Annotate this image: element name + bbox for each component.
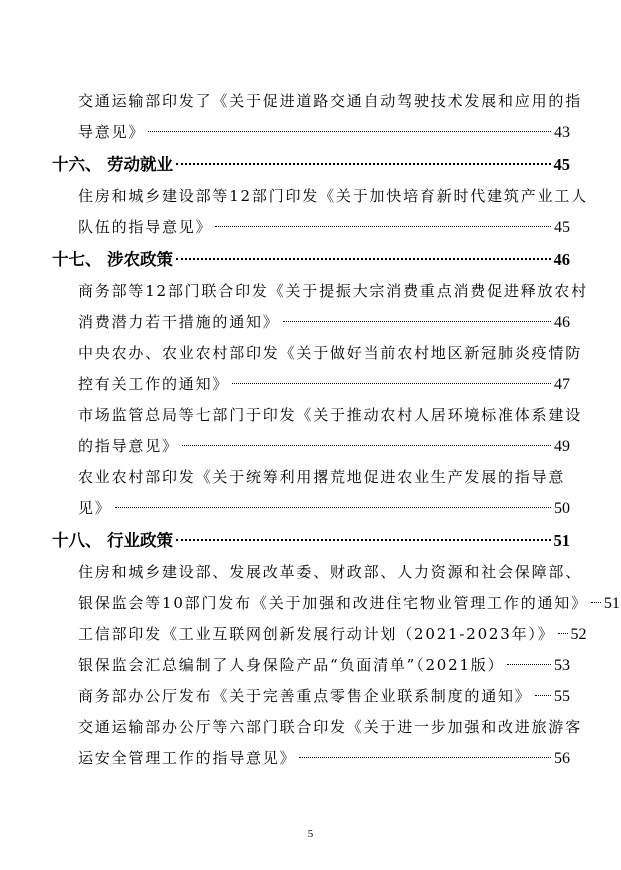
entry-title-text: 市场监管总局等七部门于印发《关于推动农村人居环境标准体系建设 <box>78 406 583 424</box>
dot-leader <box>115 507 551 508</box>
section-number: 十六、 <box>52 155 102 174</box>
toc-entry-line <box>78 369 570 400</box>
entry-title-text: 交通运输部印发了《关于促进道路交通自动驾驶技术发展和应用的指 <box>78 92 583 110</box>
entry-title-text: 工信部印发《工业互联网创新发展行动计划（2021-2023年）》 <box>78 625 555 643</box>
toc-section-heading[interactable] <box>52 148 570 181</box>
toc-entry[interactable] <box>52 650 570 681</box>
entry-page-number: 55 <box>554 688 570 705</box>
toc-entry-line <box>78 338 583 369</box>
table-of-contents <box>52 86 620 774</box>
entry-title-text: 住房和城乡建设部等12部门印发《关于加快培育新时代建筑产业工人 <box>78 187 588 205</box>
toc-entry-line <box>78 619 587 650</box>
toc-entry-line <box>78 400 583 431</box>
entry-title-text: 住房和城乡建设部、发展改革委、财政部、人力资源和社会保障部、 <box>78 563 583 581</box>
toc-section-heading[interactable] <box>52 243 570 276</box>
section-page-number: 51 <box>553 531 570 550</box>
toc-entry[interactable] <box>52 400 583 462</box>
toc-entry-line <box>78 181 588 212</box>
entry-title-text: 交通运输部办公厅等六部门联合印发《关于进一步加强和改进旅游客 <box>78 718 583 736</box>
entry-title-text: 中央农办、农业农村部印发《关于做好当前农村地区新冠肺炎疫情防 <box>78 344 583 362</box>
toc-entry-line <box>78 117 570 148</box>
toc-entry[interactable] <box>52 619 587 650</box>
dot-leader <box>232 383 551 384</box>
entry-title-text: 见》 <box>78 499 112 517</box>
entry-page-number: 50 <box>554 500 570 517</box>
dot-leader <box>148 131 551 132</box>
section-title: 劳动就业 <box>107 155 173 174</box>
entry-page-number: 56 <box>554 750 570 767</box>
toc-entry[interactable] <box>52 557 620 619</box>
dot-leader <box>176 258 551 260</box>
entry-title-text: 商务部办公厅发布《关于完善重点零售企业联系制度的通知》 <box>78 687 532 705</box>
entry-page-number: 43 <box>554 124 570 141</box>
entry-page-number: 52 <box>570 626 587 643</box>
toc-entry[interactable] <box>52 86 583 148</box>
dot-leader <box>215 226 551 227</box>
entry-title-text: 导意见》 <box>78 123 146 141</box>
entry-title-text: 农业农村部印发《关于统筹利用撂荒地促进农业生产发展的指导意 <box>78 468 566 486</box>
toc-entry-line <box>78 743 570 774</box>
toc-entry[interactable] <box>52 181 588 243</box>
section-page-number: 46 <box>553 250 570 269</box>
entry-page-number: 45 <box>554 219 570 236</box>
section-title: 行业政策 <box>107 531 173 550</box>
dot-leader <box>176 163 551 165</box>
toc-section-heading[interactable] <box>52 524 570 557</box>
toc-entry-line <box>78 712 583 743</box>
entry-page-number: 49 <box>554 438 570 455</box>
toc-entry[interactable] <box>52 681 570 712</box>
toc-entry-line <box>78 276 588 307</box>
toc-entry-line <box>78 212 570 243</box>
toc-entry-line <box>78 650 570 681</box>
dot-leader <box>535 695 551 696</box>
toc-entry-line <box>78 307 570 338</box>
toc-entry-line <box>78 431 570 462</box>
dot-leader <box>283 321 551 322</box>
section-number: 十七、 <box>52 250 102 269</box>
toc-entry[interactable] <box>52 462 570 524</box>
entry-page-number: 51 <box>603 595 620 612</box>
toc-entry[interactable] <box>52 276 588 338</box>
section-title: 涉农政策 <box>107 250 173 269</box>
entry-title-text: 银保监会汇总编制了人身保险产品“负面清单”（2021版） <box>78 656 505 674</box>
entry-page-number: 47 <box>554 376 570 393</box>
entry-title-text: 队伍的指导意见》 <box>78 218 213 236</box>
entry-title-text: 消费潜力若干措施的通知》 <box>78 313 280 331</box>
toc-entry-line <box>78 86 583 117</box>
dot-leader <box>176 539 551 541</box>
dot-leader <box>507 664 551 665</box>
toc-entry-line <box>78 462 570 493</box>
entry-title-text: 商务部等12部门联合印发《关于提振大宗消费重点消费促进释放农村 <box>78 282 588 300</box>
entry-title-text: 银保监会等10部门发布《关于加强和改进住宅物业管理工作的通知》 <box>78 594 588 612</box>
entry-title-text: 控有关工作的通知》 <box>78 375 230 393</box>
page-number: 5 <box>307 828 314 840</box>
toc-entry-line <box>78 588 620 619</box>
section-page-number: 45 <box>553 155 570 174</box>
dot-leader <box>299 757 551 758</box>
toc-entry[interactable] <box>52 712 583 774</box>
dot-leader <box>558 633 568 634</box>
toc-entry-line <box>78 681 570 712</box>
entry-page-number: 46 <box>554 314 570 331</box>
toc-entry-line <box>78 493 570 524</box>
toc-entry[interactable] <box>52 338 583 400</box>
dot-leader <box>591 602 601 603</box>
entry-title-text: 运安全管理工作的指导意见》 <box>78 749 297 767</box>
dot-leader <box>182 445 551 446</box>
entry-page-number: 53 <box>554 657 570 674</box>
toc-entry-line <box>78 557 583 588</box>
section-number: 十八、 <box>52 531 102 550</box>
entry-title-text: 的指导意见》 <box>78 437 179 455</box>
